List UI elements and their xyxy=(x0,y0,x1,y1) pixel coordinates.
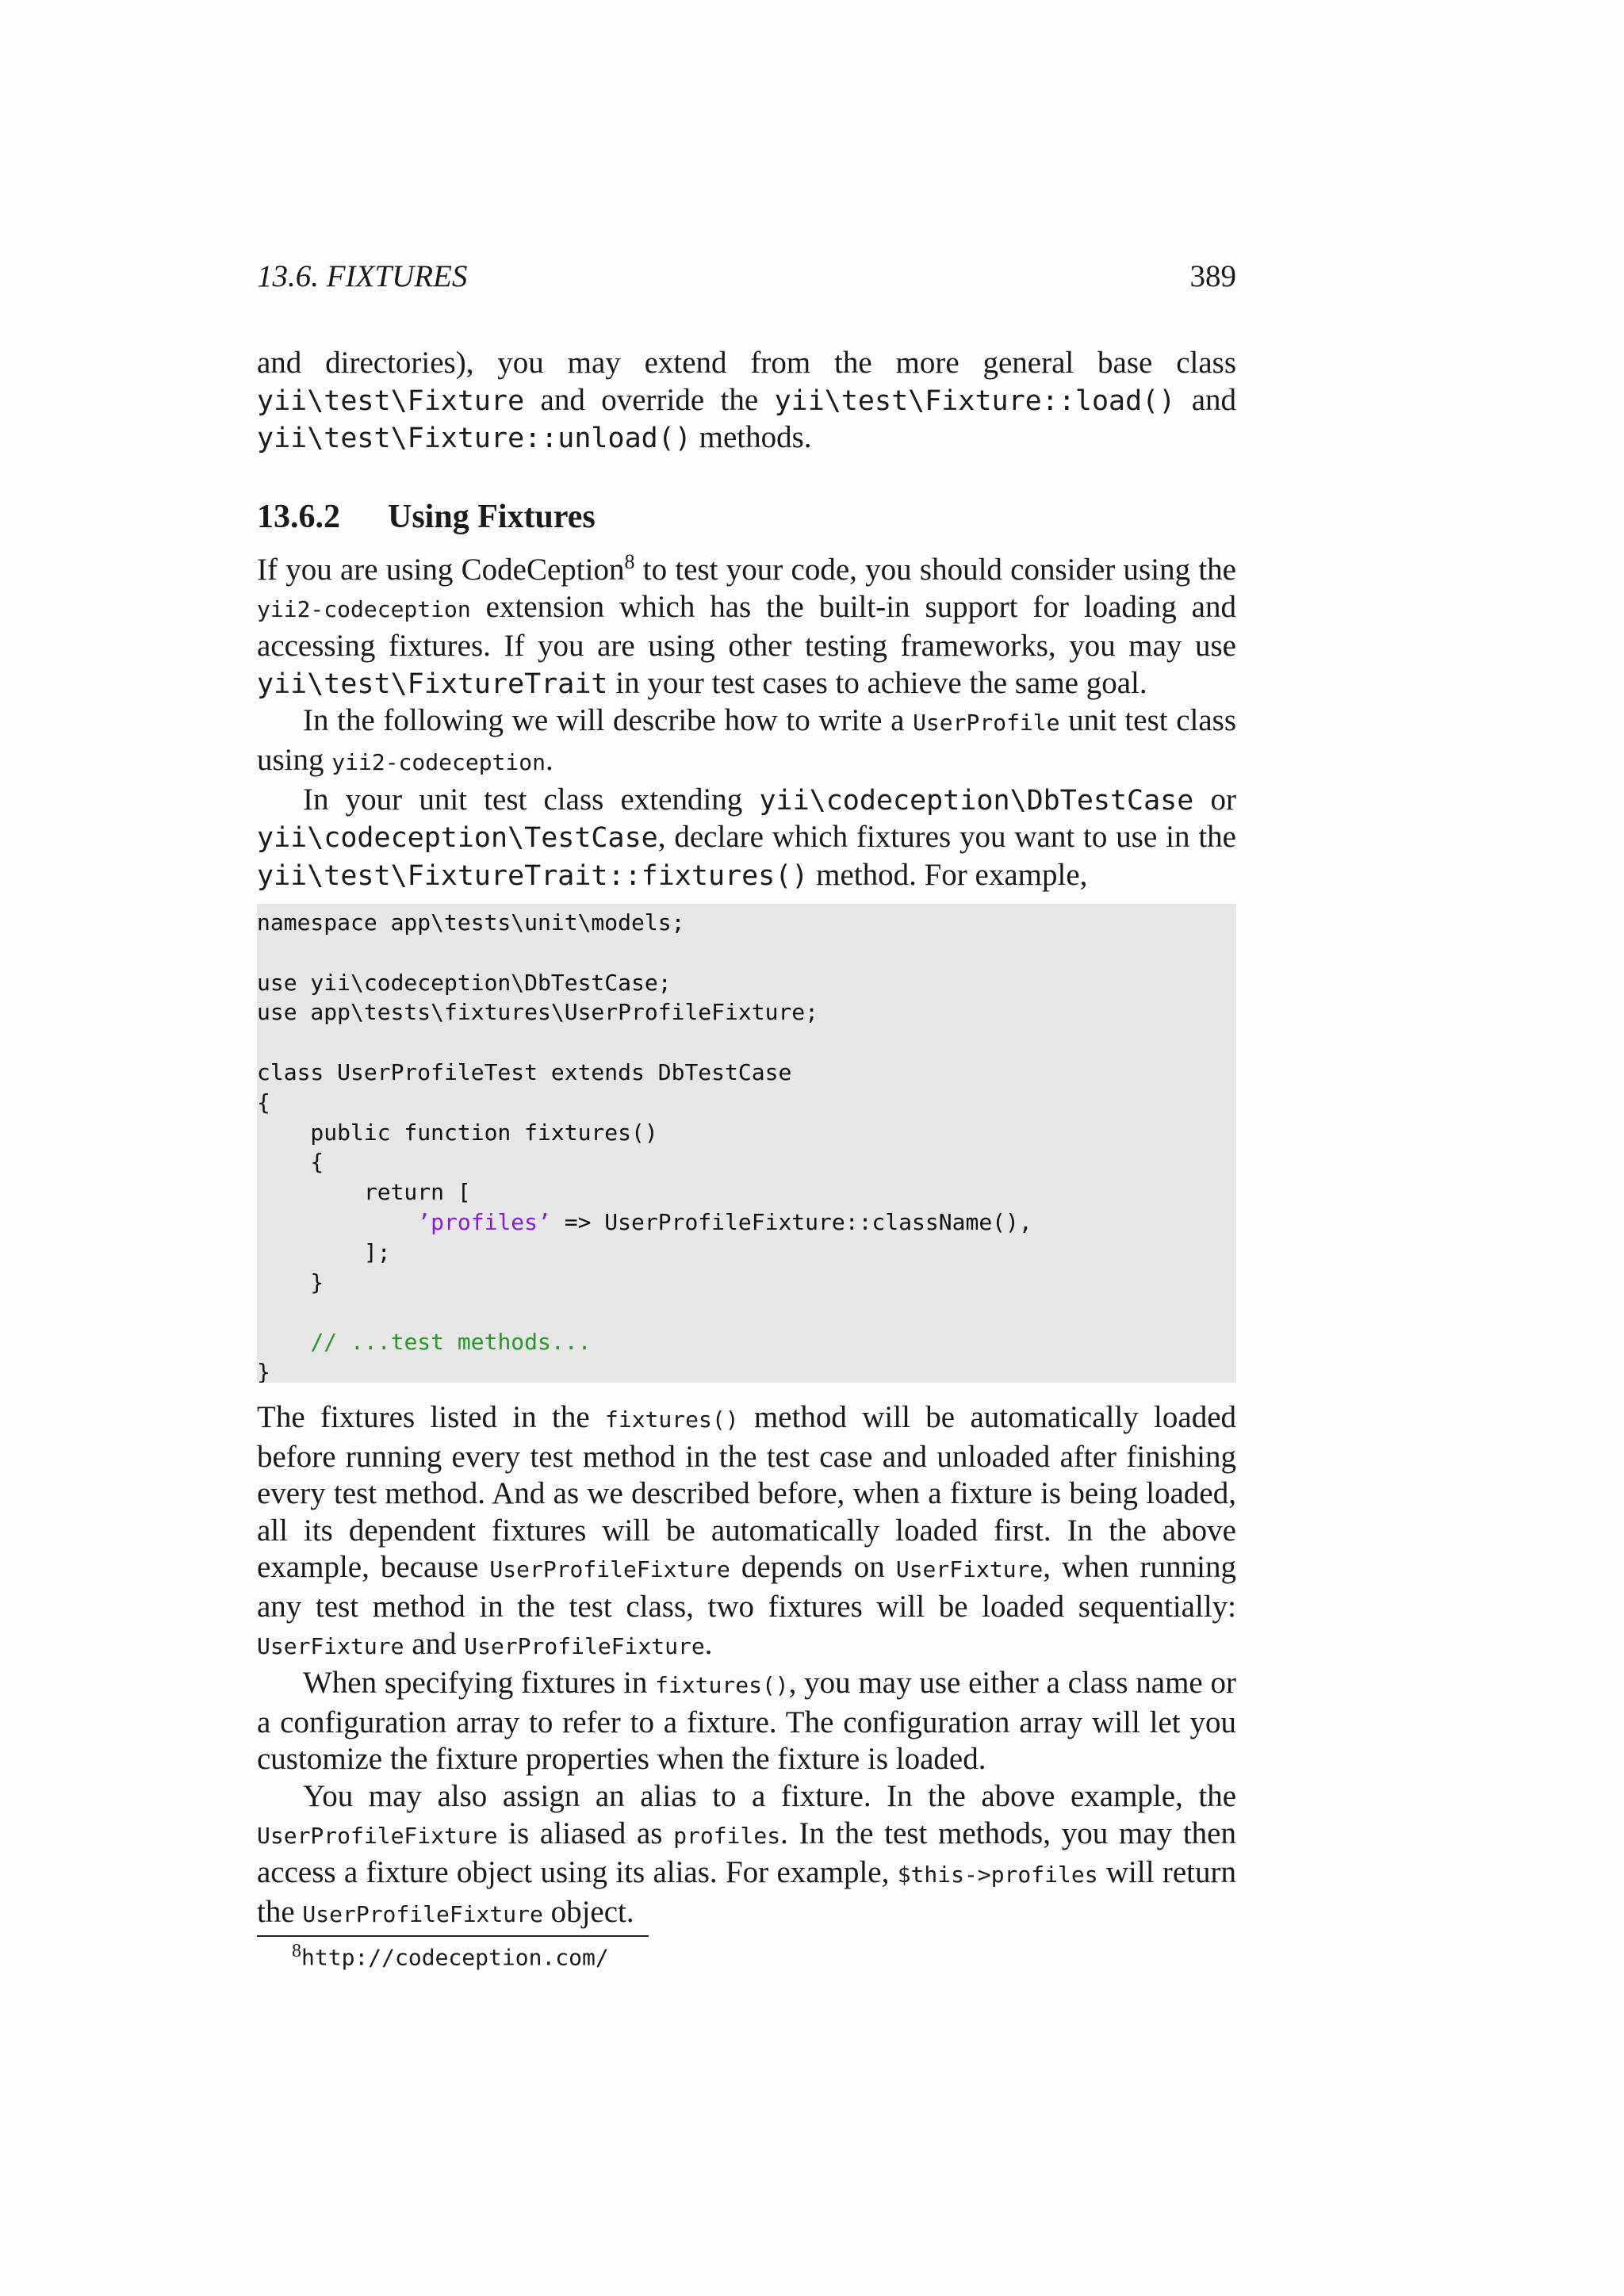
text: When specifying fixtures in xyxy=(303,1666,656,1701)
text: If you are using CodeCeption xyxy=(257,553,625,587)
intro-paragraph xyxy=(257,345,1236,457)
paragraph-1 xyxy=(257,552,1236,702)
text: . xyxy=(704,1626,713,1661)
paragraph-2 xyxy=(257,702,1236,781)
text: and xyxy=(404,1626,465,1661)
text: and directories), you may extend from the more general base class xyxy=(257,346,1236,380)
footnote-url[interactable]: http://codeception.com/ xyxy=(301,1944,609,1971)
text: , declare which fixtures you want to use in the xyxy=(657,820,1236,855)
text: method. For example, xyxy=(808,857,1088,892)
paragraph-5 xyxy=(257,1665,1236,1778)
body-text-bottom xyxy=(257,1399,1236,1933)
code-line: public function fixtures() xyxy=(257,1119,658,1146)
code-inline: profiles xyxy=(673,1822,781,1849)
code-inline: UserFixture xyxy=(895,1556,1044,1583)
section-heading-text xyxy=(257,493,1236,541)
code-line: { xyxy=(257,1149,324,1176)
paragraph-3 xyxy=(257,782,1236,895)
code-inline: yii\codeception\DbTestCase xyxy=(759,784,1194,817)
text: in your test cases to achieve the same goal. xyxy=(607,665,1147,700)
text: object. xyxy=(542,1894,634,1929)
code-inline: yii\test\FixtureTrait xyxy=(257,668,608,700)
text: , when running any test method in the test class, two fixtures will be loaded sequentially: xyxy=(257,1550,1236,1624)
text: is aliased as xyxy=(497,1816,674,1850)
body-text-top xyxy=(257,552,1236,894)
text: will return the xyxy=(257,1855,1237,1929)
code-line: class UserProfileTest extends DbTestCase xyxy=(257,1058,792,1085)
code-listing xyxy=(257,904,1236,1383)
text: methods. xyxy=(691,420,812,455)
paragraph-6 xyxy=(257,1778,1236,1933)
code-line: } xyxy=(257,1269,324,1295)
text: . xyxy=(545,742,553,777)
text: or xyxy=(1193,782,1236,817)
text: extension which has the built-in support for loading and accessing fixtures. If you are using other testing frameworks, you may use xyxy=(257,589,1236,664)
code-inline: yii\test\FixtureTrait::fixtures() xyxy=(257,859,809,892)
text: method will be automatically loaded before running every test method in the test case and unloaded after finishing every test method. And as we described before, when a fixture is being loaded, all its dependent fixtures will be automatically loaded first. In the above example, because xyxy=(257,1400,1236,1585)
code-inline: yii\test\Fixture::unload() xyxy=(257,423,691,455)
code-indent xyxy=(257,1329,310,1355)
code-line: return [ xyxy=(257,1179,471,1206)
code-inline: fixtures() xyxy=(655,1672,789,1699)
text: unit test class using xyxy=(257,703,1237,777)
code-inline: yii\test\Fixture::load() xyxy=(774,385,1176,417)
code-inline: UserFixture xyxy=(257,1632,404,1659)
code-comment: // ...test methods... xyxy=(310,1329,592,1356)
running-header xyxy=(257,258,1236,298)
section-header: 13.6. FIXTURES xyxy=(257,259,468,293)
code-inline: UserProfileFixture xyxy=(257,1822,498,1849)
section-heading xyxy=(257,493,1236,541)
paragraph-4 xyxy=(257,1399,1236,1665)
code-line: { xyxy=(257,1089,270,1115)
code-inline: UserProfileFixture xyxy=(464,1632,705,1659)
text: The fixtures listed in the xyxy=(257,1400,605,1434)
code-line: } xyxy=(257,1358,270,1383)
code-inline: yii\codeception\TestCase xyxy=(257,822,658,855)
text: and xyxy=(1175,382,1237,417)
code-inline: UserProfileFixture xyxy=(302,1900,543,1927)
footnote-number: 8 xyxy=(292,1941,301,1961)
text: to test your code, you should consider using the xyxy=(634,553,1236,587)
code-inline: fixtures() xyxy=(605,1406,739,1433)
code-line: namespace app\tests\unit\models; xyxy=(257,909,685,936)
text: In your unit test class extending xyxy=(303,782,760,817)
page-number: 389 xyxy=(1189,259,1236,293)
text: , you may use either a class name or a configuration array to refer to a fixture. The configuration array will let you customize the fixture properties when the fixture is loaded. xyxy=(257,1666,1236,1777)
code-inline: $this->profiles xyxy=(897,1862,1098,1888)
footnote-rule xyxy=(257,1935,649,1937)
code-line: use app\tests\fixtures\UserProfileFixture; xyxy=(257,999,819,1026)
code-inline: UserProfile xyxy=(913,710,1060,737)
section-number: 13.6.2 xyxy=(257,499,340,535)
code-line: => UserProfileFixture::className(), xyxy=(550,1208,1032,1235)
code-inline: UserProfileFixture xyxy=(489,1556,730,1583)
code-inline: yii\test\Fixture xyxy=(257,385,525,417)
code-line: use yii\codeception\DbTestCase; xyxy=(257,969,672,996)
code-inline: yii2-codeception xyxy=(257,595,471,622)
text: In the following we will describe how to write a xyxy=(303,703,914,738)
section-title: Using Fixtures xyxy=(388,499,596,535)
text: . In the test methods, you may then access a fixture object using its alias. For example, xyxy=(257,1816,1236,1890)
code-line: ]; xyxy=(257,1238,391,1265)
footnote xyxy=(292,1941,609,1971)
footnote-marker[interactable]: 8 xyxy=(624,550,635,573)
code-string: ’profiles’ xyxy=(417,1208,551,1235)
code-indent xyxy=(257,1209,417,1235)
intro-paragraph-block xyxy=(257,345,1236,457)
text: depends on xyxy=(730,1550,896,1585)
code-inline: yii2-codeception xyxy=(331,748,546,775)
text: You may also assign an alias to a fixture. In the above example, the xyxy=(303,1778,1236,1813)
text: and override the xyxy=(524,382,775,417)
